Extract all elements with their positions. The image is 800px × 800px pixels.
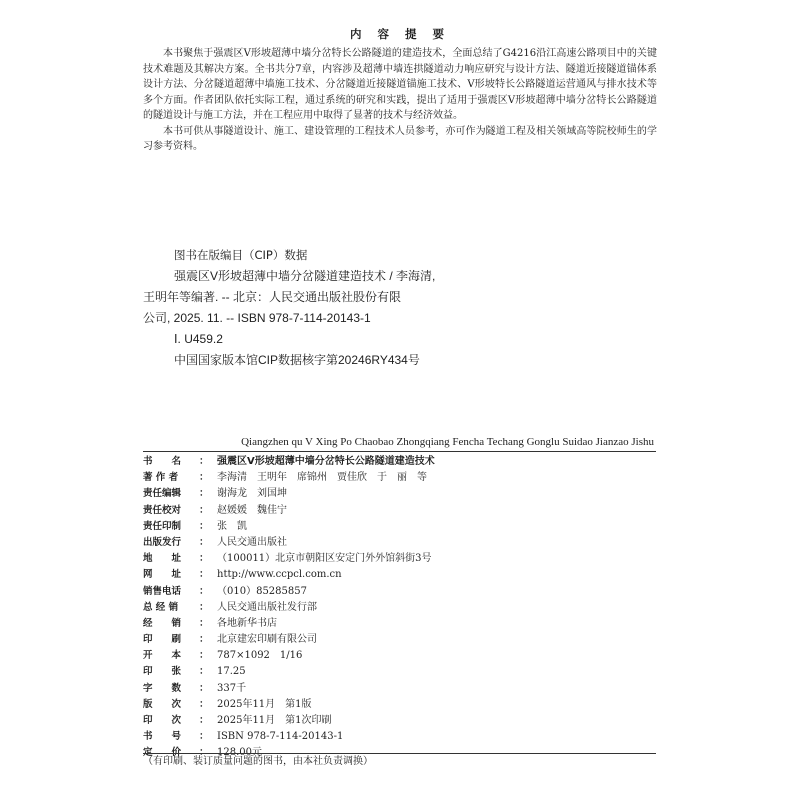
colophon-value: 人民交通出版社 bbox=[217, 536, 287, 548]
colophon-row bbox=[143, 454, 656, 470]
colophon-label: 经 销 bbox=[143, 617, 182, 629]
colophon-row bbox=[143, 681, 656, 697]
colophon-row bbox=[143, 470, 656, 486]
colophon-label: 字 数 bbox=[143, 682, 182, 694]
colon: ： bbox=[199, 617, 209, 629]
colon: ： bbox=[199, 536, 209, 548]
colophon-label: 开 本 bbox=[143, 650, 182, 662]
colophon-label: 网 址 bbox=[143, 569, 182, 581]
colophon-row bbox=[143, 535, 656, 551]
colon: ： bbox=[199, 488, 209, 500]
colon: ： bbox=[199, 553, 209, 565]
colon: ： bbox=[199, 715, 209, 726]
colophon-value: ISBN 978-7-114-20143-1 bbox=[217, 731, 344, 743]
colophon-table bbox=[143, 454, 656, 762]
cip-line: 中国国家版本馆CIP数据核字第20246RY434号 bbox=[174, 353, 420, 367]
colon: ： bbox=[199, 504, 209, 516]
top-divider bbox=[143, 451, 656, 452]
colophon-row bbox=[143, 729, 656, 745]
colophon-row bbox=[143, 584, 656, 600]
cip-line: Ⅰ. U459.2 bbox=[174, 332, 223, 346]
colophon-label: 书 号 bbox=[143, 731, 182, 743]
colophon-label: 出版发行 bbox=[143, 536, 182, 548]
colophon-row bbox=[143, 503, 656, 519]
colophon-row bbox=[143, 519, 656, 535]
colophon-value: 强震区V形坡超薄中墙分岔特长公路隧道建造技术 bbox=[217, 456, 435, 467]
colophon-row bbox=[143, 551, 656, 567]
colophon-row bbox=[143, 648, 656, 664]
cip-heading: 图书在版编目（CIP）数据 bbox=[174, 248, 308, 262]
colophon-label: 印 刷 bbox=[143, 634, 182, 646]
colophon-label: 责任校对 bbox=[143, 504, 182, 516]
footer-note: （有印刷、装订质量问题的图书，由本社负责调换） bbox=[143, 756, 373, 767]
colophon-value: 张 凯 bbox=[217, 520, 247, 532]
summary-paragraph: 本书可供从事隧道设计、施工、建设管理的工程技术人员参考，亦可作为隧道工程及相关领域高等院校师生的学习参考资料。 bbox=[143, 125, 657, 152]
summary-title: 内 容 提 要 bbox=[349, 27, 450, 41]
colophon-row bbox=[143, 632, 656, 648]
colon: ： bbox=[199, 747, 209, 759]
colon: ： bbox=[199, 698, 209, 710]
colophon-value: 人民交通出版社发行部 bbox=[217, 601, 317, 613]
cip-line: 王明年等编著. -- 北京：人民交通出版社股份有限 bbox=[143, 290, 401, 304]
colophon-value: 谢海龙 刘国坤 bbox=[217, 488, 287, 500]
colophon-label: 地 址 bbox=[143, 553, 182, 565]
colophon-label: 定 价 bbox=[143, 747, 182, 759]
colophon-value: 2025年11月 第1次印刷 bbox=[217, 715, 332, 726]
colophon-value: 337千 bbox=[217, 682, 247, 694]
summary-body bbox=[143, 46, 657, 155]
colophon-value: 各地新华书店 bbox=[217, 617, 277, 629]
colon: ： bbox=[199, 666, 209, 678]
colophon-label: 版 次 bbox=[143, 698, 182, 710]
colophon-row bbox=[143, 713, 656, 729]
cip-block bbox=[143, 266, 463, 371]
colon: ： bbox=[199, 472, 209, 484]
colophon-label: 责任印制 bbox=[143, 520, 182, 532]
colophon-value: 北京建宏印刷有限公司 bbox=[217, 634, 317, 646]
colon: ： bbox=[199, 650, 209, 662]
colophon-value: 赵媛媛 魏佳宁 bbox=[217, 504, 287, 516]
colophon-label: 销售电话 bbox=[143, 585, 182, 597]
colophon-row bbox=[143, 616, 656, 632]
colophon-label: 印 次 bbox=[143, 715, 182, 726]
colophon-row bbox=[143, 697, 656, 713]
cip-line: 公司, 2025. 11. -- ISBN 978-7-114-20143-1 bbox=[143, 311, 371, 325]
colophon-row bbox=[143, 567, 656, 583]
colophon-value: （100011）北京市朝阳区安定门外外馆斜街3号 bbox=[217, 553, 432, 565]
colon: ： bbox=[199, 569, 209, 581]
cip-line: 强震区V形坡超薄中墙分岔隧道建造技术 / 李海清, bbox=[174, 269, 436, 283]
colophon-row bbox=[143, 664, 656, 680]
colon: ： bbox=[199, 731, 209, 743]
colophon-label: 印 张 bbox=[143, 666, 182, 678]
colophon-label: 责任编辑 bbox=[143, 488, 182, 500]
colophon-row bbox=[143, 600, 656, 616]
colophon-label: 总 经 销 bbox=[143, 601, 179, 613]
colophon-value: 李海清 王明年 席锦州 贾佳欣 于 丽 等 bbox=[217, 472, 427, 484]
title-pinyin: Qiangzhen qu V Xing Po Chaobao Zhongqiang Fencha Techang Gonglu Suidao Jianzao Jishu bbox=[241, 436, 654, 448]
colon: ： bbox=[199, 520, 209, 532]
colophon-value: 2025年11月 第1版 bbox=[217, 698, 312, 710]
colophon-value: （010）85285857 bbox=[217, 585, 307, 597]
colon: ： bbox=[199, 682, 209, 694]
colophon-value: http://www.ccpcl.com.cn bbox=[217, 569, 342, 581]
colon: ： bbox=[199, 601, 209, 613]
colon: ： bbox=[199, 456, 209, 467]
colophon-row bbox=[143, 486, 656, 502]
colophon-value: 17.25 bbox=[217, 666, 246, 678]
colophon-value: 128.00元 bbox=[217, 747, 262, 759]
colophon-label: 书 名 bbox=[143, 456, 182, 467]
colophon-label: 著 作 者 bbox=[143, 472, 179, 484]
colon: ： bbox=[199, 585, 209, 597]
colophon-value: 787×1092 1/16 bbox=[217, 650, 303, 662]
colon: ： bbox=[199, 634, 209, 646]
summary-paragraph: 本书聚焦于强震区V形坡超薄中墙分岔特长公路隧道的建造技术，全面总结了G4216沿江高速公路项目中的关键技术难题及其解决方案。全书共分7章，内容涉及超薄中墙连拱隧道动力响应研究与设计方法、隧道近接隧道锚体系设计方法、分岔隧道超薄中墙施工技术、分岔隧道近接隧道锚施工技术、V形坡特长公路隧道运营通风与排水技术等多个方面。作者团队依托实际工程，通过系统的研究和实践，提出了适用于强震区V形坡超薄中墙分岔特长公路隧道的隧道设计与施工方法，并在工程应用中取得了显著的技术与经济效益。 bbox=[143, 48, 657, 121]
